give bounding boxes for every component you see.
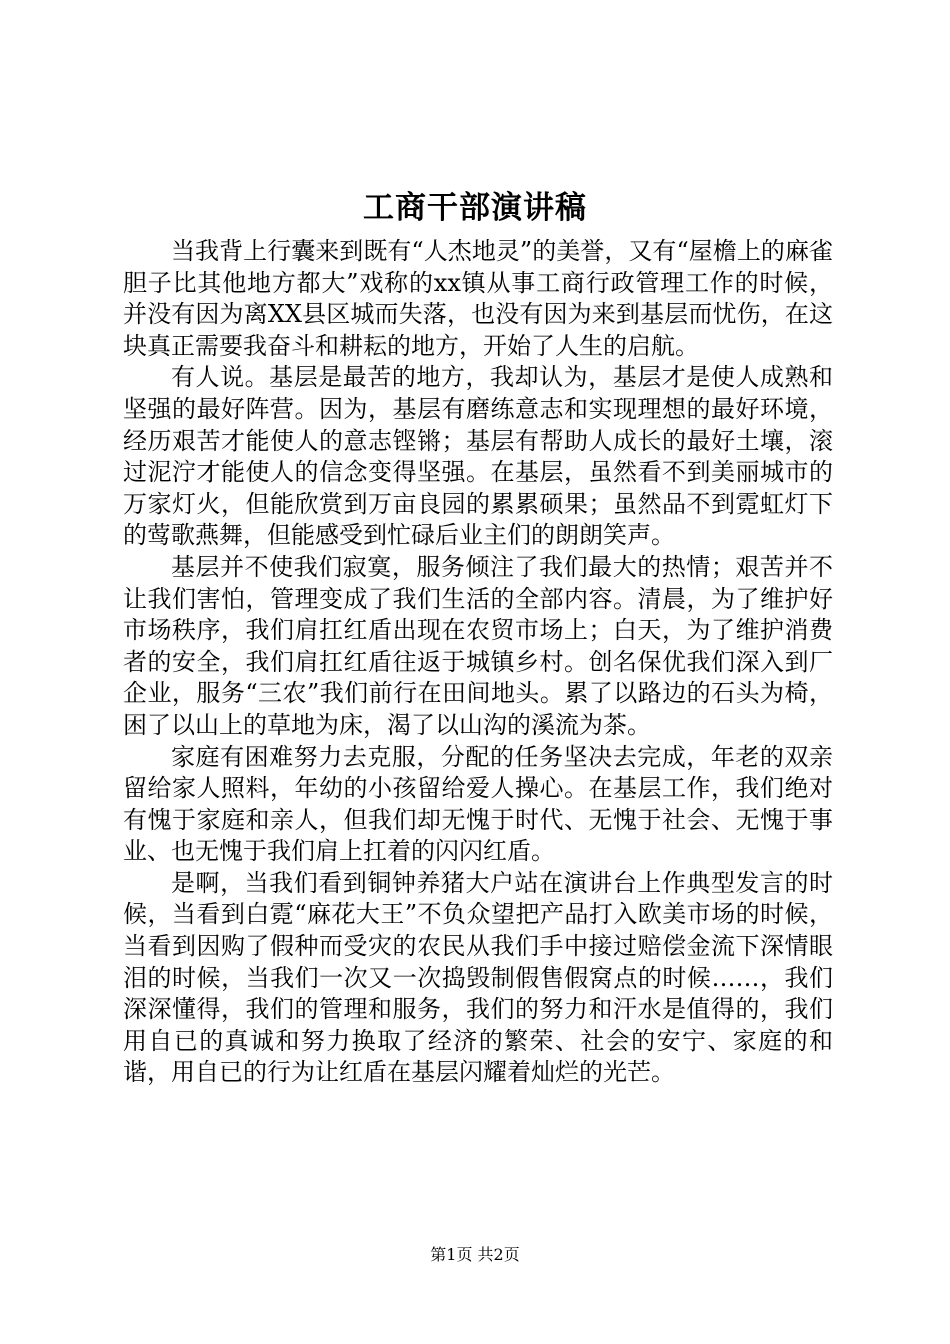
paragraph-4: 家庭有困难努力去克服，分配的任务坚决去完成，年老的双亲留给家人照料，年幼的小孩留给爱人操心。在基层工作，我们绝对有愧于家庭和亲人，但我们却无愧于时代、无愧于社会、无愧于事业、也无愧于我们肩上扛着的闪闪红盾。 xyxy=(123,742,833,866)
page-footer: 第1页 共2页 xyxy=(430,1245,520,1264)
paragraph-3: 基层并不使我们寂寞，服务倾注了我们最大的热情；艰苦并不让我们害怕，管理变成了我们生活的全部内容。清晨，为了维护好市场秩序，我们肩扛红盾出现在农贸市场上；白天，为了维护消费者的安全，我们肩扛红盾往返于城镇乡村。创名保优我们深入到厂企业，服务“三农”我们前行在田间地头。累了以路边的石头为椅，困了以山上的草地为床，渴了以山沟的溪流为茶。 xyxy=(123,552,833,739)
paragraph-5: 是啊，当我们看到铜钟养猪大户站在演讲台上作典型发言的时候，当看到白霓“麻花大王”不负众望把产品打入欧美市场的时候，当看到因购了假种而受灾的农民从我们手中接过赔偿金流下深情眼泪的时候，当我们一次又一次捣毁制假售假窝点的时候……，我们深深懂得，我们的管理和服务，我们的努力和汗水是值得的，我们用自已的真诚和努力换取了经济的繁荣、社会的安宁、家庭的和谐，用自已的行为让红盾在基层闪耀着灿烂的光芒。 xyxy=(123,868,833,1087)
paragraph-1: 当我背上行囊来到既有“人杰地灵”的美誉，又有“屋檐上的麻雀胆子比其他地方都大”戏称的xx镇从事工商行政管理工作的时候，并没有因为离XX县区城而失落，也没有因为来到基层而忧伤，在这块真正需要我奋斗和耕耘的地方，开始了人生的启航。 xyxy=(123,237,833,360)
document-title: 工商干部演讲稿 xyxy=(363,190,587,226)
paragraph-2: 有人说。基层是最苦的地方，我却认为，基层才是使人成熟和坚强的最好阵营。因为，基层有磨练意志和实现理想的最好环境，经历艰苦才能使人的意志铿锵；基层有帮助人成长的最好土壤，滚过泥泞才能使人的信念变得坚强。在基层，虽然看不到美丽城市的万家灯火，但能欣赏到万亩良园的累累硕果；虽然品不到霓虹灯下的莺歌燕舞，但能感受到忙碌后业主们的朗朗笑声。 xyxy=(123,363,833,550)
document-body xyxy=(123,236,833,1089)
